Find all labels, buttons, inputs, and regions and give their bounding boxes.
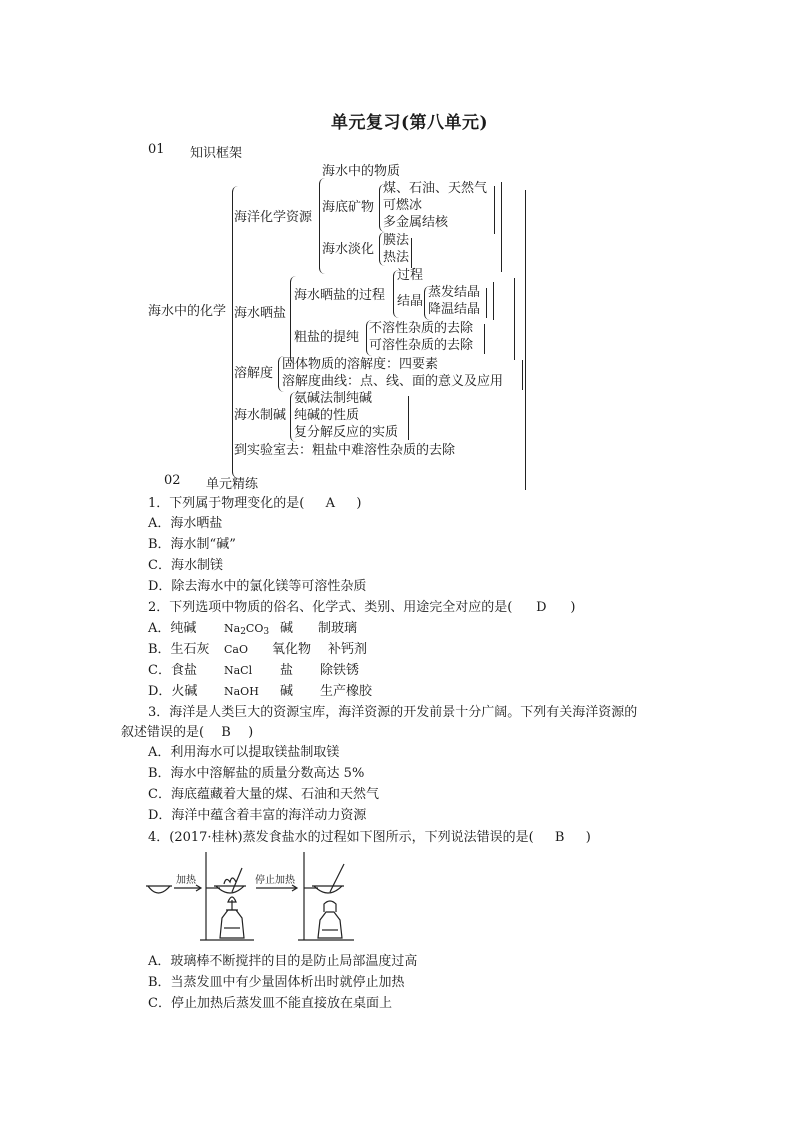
fw-soluble: 可溶性杂质的去除 (369, 338, 474, 353)
q4-stem: 4．(2017·桂林)蒸发食盐水的过程如下图所示，下列说法错误的是( B ) (148, 828, 591, 848)
fw-soda: 海水制碱 (234, 408, 287, 423)
q1-option-c: C．海水制镁 (148, 558, 223, 573)
fw-root: 海水中的化学 (148, 304, 227, 319)
q3-option-a: A．利用海水可以提取镁盐制取镁 (148, 745, 340, 760)
fw-curve: 溶解度曲线：点、线、面的意义及应用 (282, 374, 504, 389)
fw-bracket-process (489, 282, 494, 320)
fw-soda-prop: 纯碱的性质 (294, 408, 360, 423)
q3-answer: B (221, 725, 231, 740)
q3-option-c: C．海底蕴藏着大量的煤、石油和天然气 (148, 787, 379, 802)
q1-option-d: D．除去海水中的氯化镁等可溶性杂质 (148, 579, 367, 594)
fw-chem-resource: 海洋化学资源 (234, 210, 313, 225)
fw-thermal: 热法 (383, 250, 410, 265)
q2-option-d: D．火碱 NaOH 碱 生产橡胶 (148, 684, 373, 699)
fw-cool-crystal: 降温结晶 (428, 302, 481, 317)
fw-salt: 海水晒盐 (234, 306, 287, 321)
fw-coal: 煤、石油、天然气 (383, 181, 488, 196)
fw-solid-sol: 固体物质的溶解度：四要素 (282, 357, 439, 372)
fw-bracket-purify (480, 324, 485, 354)
fw-purify: 粗盐的提纯 (294, 330, 360, 345)
section-label-1: 知识框架 (190, 146, 243, 161)
q4-option-b: B．当蒸发皿中有少量固体析出时就停止加热 (148, 975, 405, 990)
fw-evap-crystal: 蒸发结晶 (428, 285, 481, 300)
fw-minerals: 海底矿物 (322, 200, 375, 215)
figure-label-stop-heat: 停止加热 (255, 875, 295, 886)
q2-option-c: C．食盐 NaCl 盐 除铁锈 (148, 663, 360, 678)
fw-brace-resource (319, 178, 326, 274)
fw-nodules: 多金属结核 (383, 215, 449, 230)
q2-stem: 2．下列选项中物质的俗名、化学式、类别、用途完全对应的是( D ) (148, 598, 575, 618)
section-number-2: 02 (164, 473, 181, 488)
q4-option-c: C．停止加热后蒸发皿不能直接放在桌面上 (148, 996, 392, 1011)
q3-stem-line1: 3．海洋是人类巨大的资源宝库，海洋资源的开发前景十分广阔。下列有关海洋资源的 (148, 705, 638, 720)
q1-stem: 1．下列属于物理变化的是( A ) (148, 494, 361, 514)
figure-label-heat: 加热 (176, 875, 196, 886)
q4-answer: B (554, 830, 565, 845)
fw-salt-process: 海水晒盐的过程 (294, 288, 386, 303)
q2-option-b: B．生石灰 CaO 氧化物 补钙剂 (148, 642, 368, 657)
q1-option-a: A．海水晒盐 (148, 516, 223, 531)
fw-ammonia: 氨碱法制纯碱 (294, 391, 373, 406)
fw-substances: 海水中的物质 (322, 164, 401, 179)
section-number-1: 01 (148, 142, 165, 157)
q3-option-b: B．海水中溶解盐的质量分数高达 5% (148, 766, 365, 781)
evaporation-apparatus-illustration (144, 848, 364, 948)
fw-bracket-resource (497, 182, 502, 272)
fw-bracket-root (521, 190, 526, 490)
q2-option-a: A．纯碱 $Na_2CO_3$ 碱 制玻璃 (148, 621, 358, 637)
fw-bracket-soda (404, 396, 409, 440)
section-label-2: 单元精练 (206, 477, 259, 492)
q1-option-b: B．海水制“碱” (148, 537, 236, 552)
fw-process: 过程 (397, 268, 424, 283)
q3-option-d: D．海洋中蕴含着丰富的海洋动力资源 (148, 808, 367, 823)
fw-brace-root (232, 186, 239, 478)
fw-desal: 海水淡化 (322, 242, 375, 257)
q1-answer: A (325, 496, 336, 511)
fw-lab: 到实验室去：粗盐中难溶性杂质的去除 (234, 443, 456, 458)
fw-bracket-desal (407, 238, 412, 268)
fw-insoluble: 不溶性杂质的去除 (369, 321, 474, 336)
q2-answer: D (536, 600, 547, 615)
page-title: 单元复习(第八单元) (331, 113, 489, 133)
fw-crystal: 结晶 (397, 294, 424, 309)
fw-ice: 可燃冰 (383, 198, 423, 213)
fw-bracket-salt (510, 278, 515, 360)
fw-solubility: 溶解度 (234, 366, 274, 381)
fw-bracket-crystal (482, 288, 487, 318)
fw-bracket-minerals (490, 186, 495, 234)
q4-option-a: A．玻璃棒不断搅拌的目的是防止局部温度过高 (148, 954, 418, 969)
q3-stem-line2: 叙述错误的是( B ) (121, 723, 253, 743)
fw-membrane: 膜法 (383, 233, 410, 248)
fw-decomp: 复分解反应的实质 (294, 425, 399, 440)
